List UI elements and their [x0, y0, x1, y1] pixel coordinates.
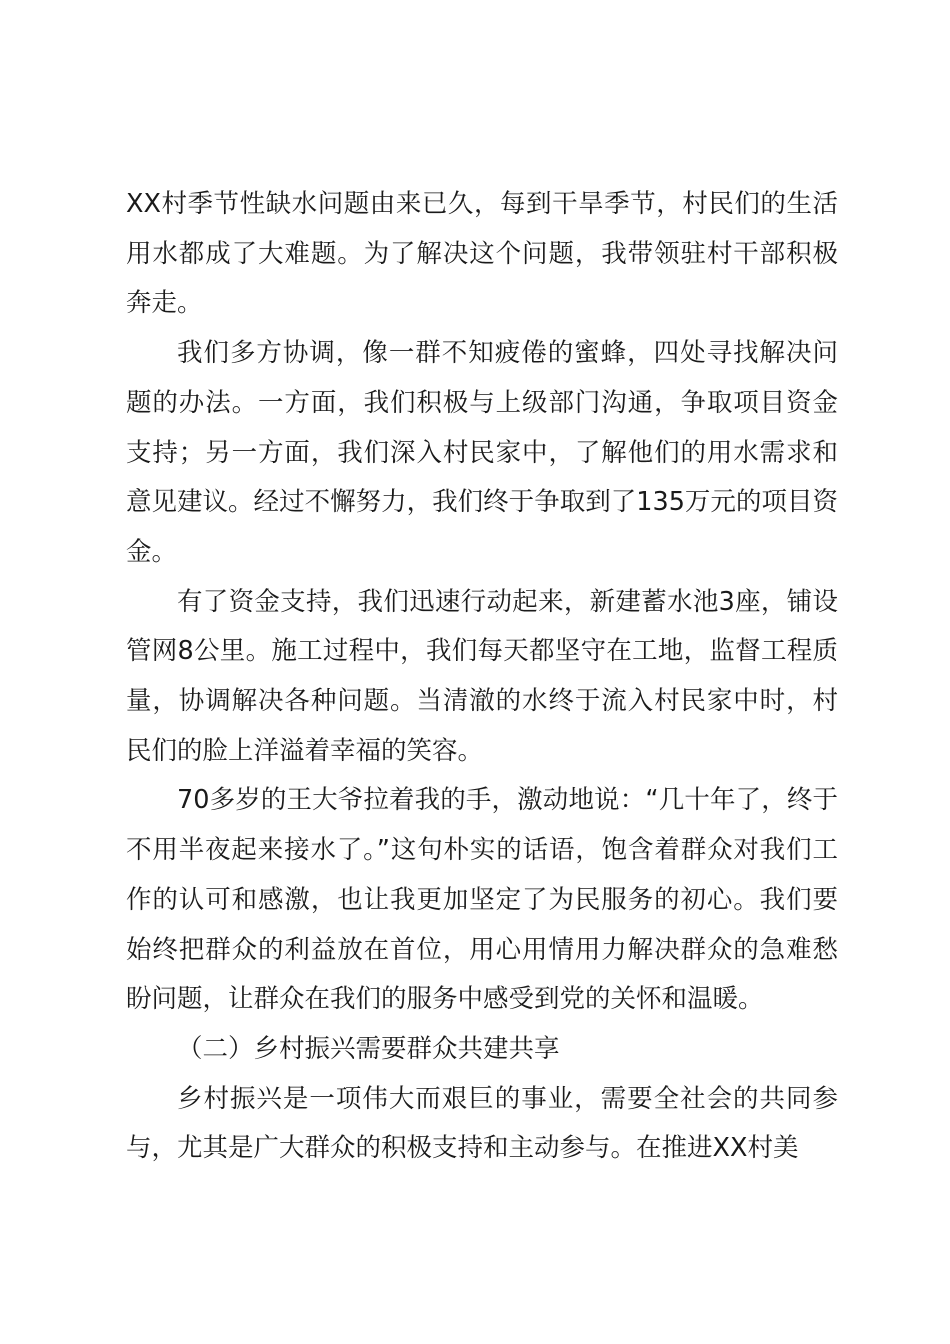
- paragraph-rural-revitalization: 乡村振兴是一项伟大而艰巨的事业，需要全社会的共同参与，尤其是广大群众的积极支持和主动参与。在推进XX村美: [126, 1083, 838, 1164]
- document-body: [126, 180, 838, 1174]
- section-heading: （二）乡村振兴需要群众共建共享: [177, 1033, 560, 1064]
- paragraph-construction: 有了资金支持，我们迅速行动起来，新建蓄水池3座，铺设管网8公里。施工过程中，我们每天都坚守在工地，监督工程质量，协调解决各种问题。当清澈的水终于流入村民家中时，村民们的脸上洋溢着幸福的笑容。: [126, 586, 838, 766]
- paragraph-villager-quote: 70多岁的王大爷拉着我的手，激动地说：“几十年了，终于不用半夜起来接水了。”这句朴实的话语，饱含着群众对我们工作的认可和感激，也让我更加坚定了为民服务的初心。我们要始终把群众的利益放在首位，用心用情用力解决群众的急难愁盼问题，让群众在我们的服务中感受到党的关怀和温暖。: [126, 785, 838, 1015]
- paragraph-coordination: 我们多方协调，像一群不知疲倦的蜜蜂，四处寻找解决问题的办法。一方面，我们积极与上级部门沟通，争取项目资金支持；另一方面，我们深入村民家中，了解他们的用水需求和意见建议。经过不懈努力，我们终于争取到了135万元的项目资金。: [126, 338, 838, 567]
- paragraph-water-shortage: XX村季节性缺水问题由来已久，每到干旱季节，村民们的生活用水都成了大难题。为了解决这个问题，我带领驻村干部积极奔走。: [126, 189, 838, 319]
